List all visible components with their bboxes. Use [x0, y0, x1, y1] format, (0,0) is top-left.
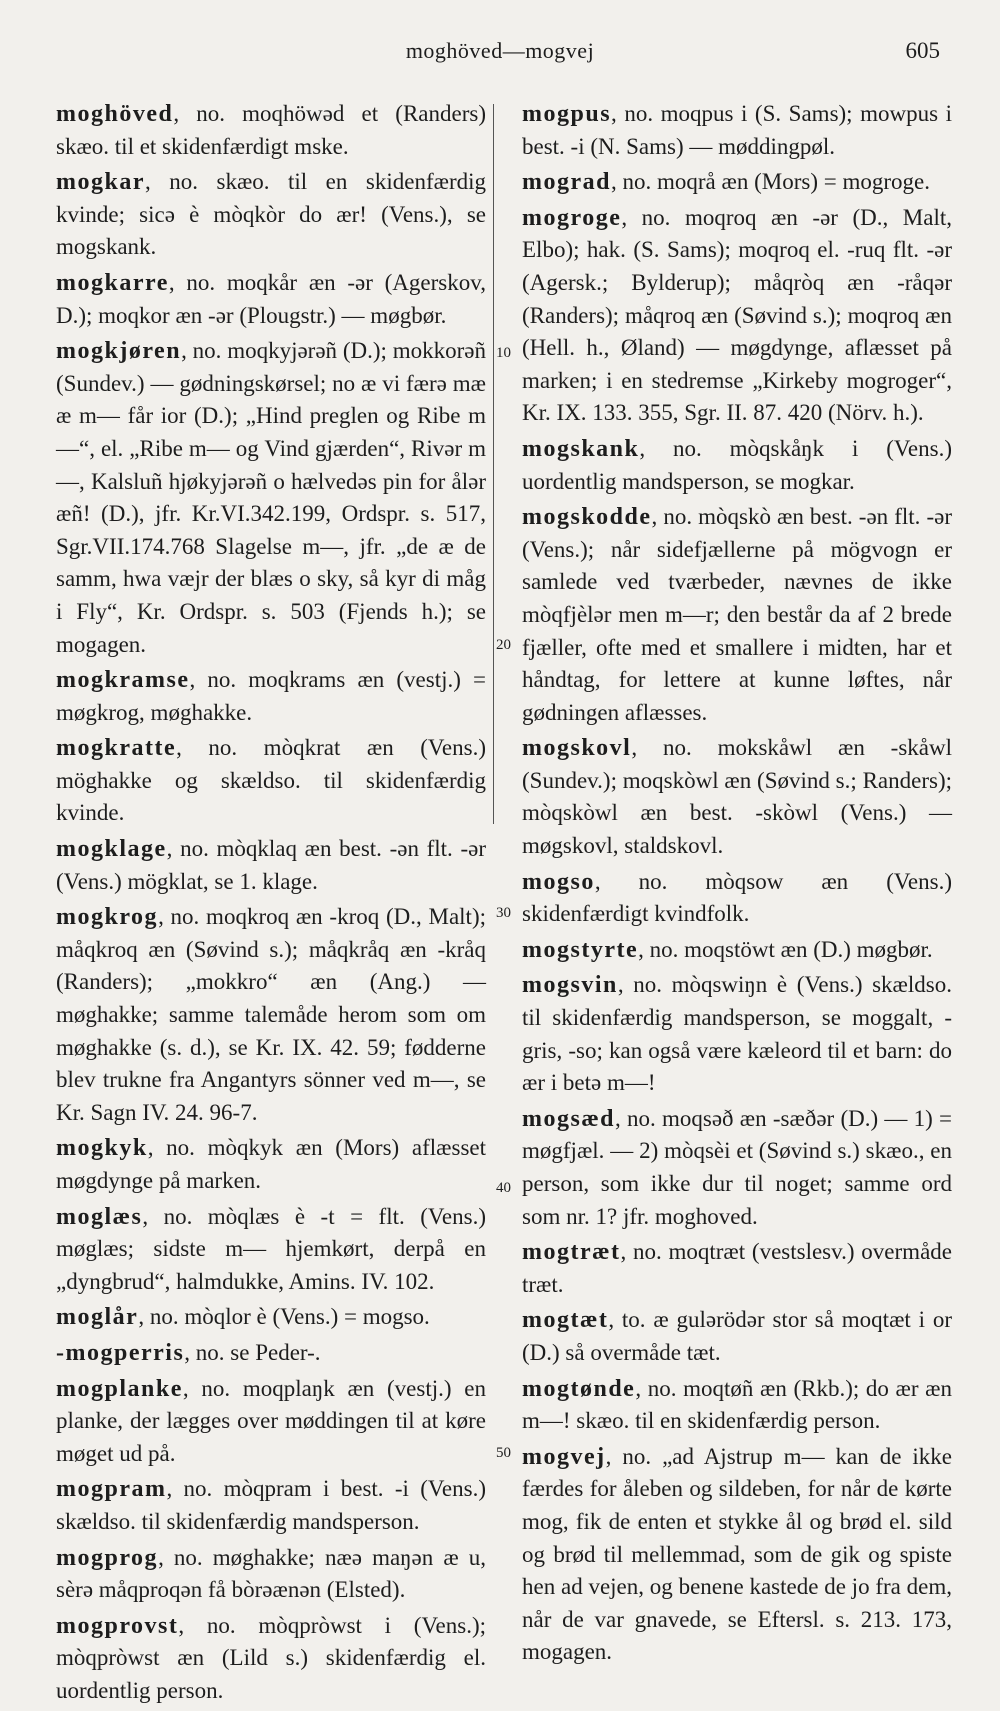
dictionary-entry [56, 1373, 486, 1471]
dictionary-entry [56, 901, 486, 1129]
entry-headword: mogpus [522, 101, 612, 127]
column-rule [493, 104, 494, 824]
entry-text: , no. mòqkrat æn (Vens.) möghakke og skældso. til skidenfærdig kvinde. [56, 735, 486, 826]
entry-headword: mogsvin [522, 972, 618, 999]
dictionary-entry [56, 1301, 486, 1334]
dictionary-entry [522, 433, 952, 498]
entry-headword: moglår [56, 1304, 139, 1331]
entry-text: , no. skæo. til en skidenfærdig kvinde; sicə è mòqkòr do ær! (Vens.), se mogskank. [56, 169, 486, 260]
entry-headword: mogkramse [56, 667, 190, 694]
page-number: 605 [905, 38, 940, 63]
entry-headword: mogprovst [56, 1612, 179, 1639]
dictionary-entry [56, 98, 486, 163]
dictionary-entry [56, 833, 486, 898]
entry-text: , no. „ad Ajstrup m— kan de ikke færdes for åleben og sildeben, for når de kørte mog, fik de enten et stykke ål og brød el. sild og brød til mellemmad, som de gik og spiste hen ad vejen, og benene kastede de jo fra dem, når de var gnavede, se Eftersl. s. 213. 173, mogagen. [522, 1443, 952, 1665]
dictionary-entry [522, 202, 952, 430]
entry-headword: mograd [522, 169, 611, 196]
dictionary-entry [56, 732, 486, 830]
entry-headword: mogkarre [56, 269, 169, 296]
entry-text: , no. moqrå æn (Mors) = mogroge. [611, 169, 930, 195]
dictionary-entry [522, 934, 952, 967]
line-number: 20 [496, 637, 511, 653]
line-number: 30 [496, 905, 511, 921]
entry-text: , no. se Peder-. [184, 1339, 321, 1365]
dictionary-entry [56, 1473, 486, 1538]
entry-headword: mogkjøren [56, 338, 182, 365]
entry-headword: mogvej [522, 1443, 606, 1470]
entry-text: , no. moqpus i (S. Sams); mowpus i best. -i (N. Sams) — møddingpøl. [522, 101, 952, 159]
entry-text: , no. møghakke; næə maŋən æ u, sèrə måqproqən få bòrəænən (Elsted). [56, 1544, 486, 1603]
entry-text: , no. moqkroq æn -kroq (D., Malt); måqkroq æn (Søvind s.); måqkråq æn -kråq (Randers); „mokkro“ æn (Ang.) — møghakke; samme talemåde herom som om møghakke (s. d.), se Kr. IX. 42. 59; fødderne blev trukne fra Angantyrs sönner ved m—, se Kr. Sagn IV. 24. 96-7. [56, 904, 486, 1125]
line-number: 10 [496, 345, 511, 361]
entry-text: , no. mòqswiŋn è (Vens.) skældso. til skidenfærdig mandsperson, se moggalt, -gris, -so; kan også være kæleord til et barn: do ær i betə m—! [522, 972, 952, 1096]
entry-text: , no. moqkyjərəñ (D.); mokkorəñ (Sundev.) — gødningskørsel; no æ vi færə mæ æ m— får ior (D.); „Hind preglen og Ribe m—“, el. „Ribe m— og Vind gjærden“, Rivər m—, Kalsluñ hjøkyjərəñ o hælvedəs pin for ålər æñ! (D.), jfr. Kr.VI.342.199, Ordspr. s. 517, Sgr.VII.174.768 Slagelse m—, jfr. „de æ de samm, hwa væjr der blæs o sky, så kyr di måg i Fly“, Kr. Ordspr. s. 503 (Fjends h.); se mogagen. [56, 338, 486, 657]
dictionary-entry [56, 1610, 486, 1708]
entry-headword: moghöved [56, 101, 174, 127]
line-number: 50 [496, 1445, 511, 1461]
entry-headword: mogpram [56, 1476, 167, 1503]
dictionary-entry [522, 1441, 952, 1669]
dictionary-entry [56, 664, 486, 729]
entry-text: , no. mòqpròwst i (Vens.); mòqpròwst æn (Lild s.) skidenfærdig el. uordentlig person. [56, 1612, 486, 1703]
entry-headword: mogtræt [522, 1239, 621, 1266]
entry-text: , no. mòqskåŋk i (Vens.) uordentlig mandsperson, se mogkar. [522, 435, 952, 494]
entry-headword: mogskank [522, 435, 640, 462]
line-number: 40 [496, 1180, 511, 1196]
dictionary-entry [56, 1201, 486, 1299]
dictionary-entry [522, 98, 952, 163]
entry-headword: mogskodde [522, 504, 652, 531]
entry-headword: mogkar [56, 169, 145, 196]
dictionary-entry [56, 335, 486, 661]
entry-text: , no. mòqsow æn (Vens.) skidenfærdigt kvindfolk. [522, 868, 952, 927]
entry-text: , no. mòqlæs è -t = flt. (Vens.) møglæs; sidste m— hjemkørt, derpå en „dyngbrud“, halmdukke, Amins. IV. 102. [56, 1203, 486, 1294]
page-header [60, 38, 940, 78]
entry-text: , no. moqplaŋk æn (vestj.) en planke, der lægges over møddingen til at køre møget ud på. [56, 1375, 486, 1466]
running-head: moghöved—mogvej [405, 38, 595, 63]
dictionary-entry [522, 166, 952, 199]
entry-text: , no. mòqlor è (Vens.) = mogso. [138, 1304, 430, 1330]
left-column [56, 98, 486, 1711]
entry-headword: mogkratte [56, 735, 177, 762]
entry-headword: mogroge [522, 204, 622, 231]
entry-headword: mogsæd [522, 1105, 616, 1132]
entry-text: , no. mòqskò æn best. -ən flt. -ər (Vens.); når sidefjællerne på mögvogn er samlede ved tværbeder, nævnes de ikke mòqfjèlər men m—r; den består da af 2 brede fjæller, ofte med et smallere i midten, har et håndtag, for lettere at kunne løftes, når gødningen aflæsses. [522, 504, 952, 725]
entry-text: , no. mòqpram i best. -i (Vens.) skældso. til skidenfærdig mandsperson. [56, 1476, 486, 1534]
entry-text: , no. moqsəð æn -sæðər (D.) — 1) = møgfjæl. — 2) mòqsèi et (Søvind s.) skæo., en person, som ikke dur til noget; samme ord som nr. 1? jfr. moghoved. [522, 1105, 952, 1229]
entry-headword: -mogperris [56, 1339, 185, 1366]
dictionary-entry [522, 969, 952, 1099]
entry-text: , no. moqroq æn -ər (D., Malt, Elbo); hak. (S. Sams); moqroq el. -ruq flt. -ər (Agersk.; Bylderup); måqròq æn -råqər (Randers); måqroq æn (Søvind s.); moqroq æn (Hell. h., Øland) — møgdynge, aflæsset på marken; i en stedremse „Kirkeby mogroger“, Kr. IX. 133. 355, Sgr. II. 87. 420 (Nörv. h.). [522, 204, 952, 426]
entry-headword: mogtønde [522, 1375, 636, 1402]
entry-text: , no. mòqklaq æn best. -ən flt. -ər (Vens.) mögklat, se 1. klage. [56, 836, 486, 894]
entry-headword: mogklage [56, 836, 167, 863]
entry-text: , no. moqhöwəd et (Randers) skæo. til et skidenfærdigt mske. [56, 101, 486, 159]
dictionary-entry [522, 1236, 952, 1301]
dictionary-entry [56, 1542, 486, 1607]
dictionary-entry [522, 1304, 952, 1369]
entry-text: , no. mokskåwl æn -skåwl (Sundev.); moqskòwl æn (Søvind s.; Randers); mòqskòwl æn best. -skòwl (Vens.) — møgskovl, staldskovl. [522, 735, 952, 859]
entry-text: , no. moqkår æn -ər (Agerskov, D.); moqkor æn -ər (Plougstr.) — møgbør. [56, 269, 486, 328]
entry-text: , no. moqstöwt æn (D.) møgbør. [638, 936, 933, 962]
entry-headword: mogprog [56, 1544, 159, 1571]
dictionary-entry [522, 1103, 952, 1233]
dictionary-entry [56, 166, 486, 264]
entry-headword: mogkrog [56, 904, 159, 931]
entry-text: , no. mòqkyk æn (Mors) aflæsset møgdynge på marken. [56, 1135, 486, 1193]
dictionary-entry [522, 866, 952, 931]
dictionary-entry [522, 732, 952, 862]
entry-text: , no. moqkrams æn (vestj.) = møgkrog, møghakke. [56, 667, 486, 725]
entry-headword: mogtæt [522, 1307, 609, 1334]
dictionary-entry [56, 1337, 486, 1370]
dictionary-entry [522, 1373, 952, 1438]
entry-text: , no. moqtøñ æn (Rkb.); do ær æn m—! skæo. til en skidenfærdig person. [522, 1375, 952, 1434]
dictionary-entry [56, 267, 486, 332]
entry-text: , no. moqtræt (vestslesv.) overmåde træt. [522, 1239, 952, 1297]
entry-headword: moglæs [56, 1203, 143, 1230]
entry-headword: mogskovl [522, 735, 632, 762]
entry-headword: mogstyrte [522, 936, 639, 963]
entry-headword: mogkyk [56, 1135, 148, 1162]
entry-text: , to. æ gulərödər stor så moqtæt i or (D.) så overmåde tæt. [522, 1307, 952, 1365]
right-column [522, 98, 952, 1672]
entry-headword: mogplanke [56, 1375, 183, 1402]
dictionary-entry [56, 1132, 486, 1197]
dictionary-entry [522, 501, 952, 729]
entry-headword: mogso [522, 868, 595, 895]
